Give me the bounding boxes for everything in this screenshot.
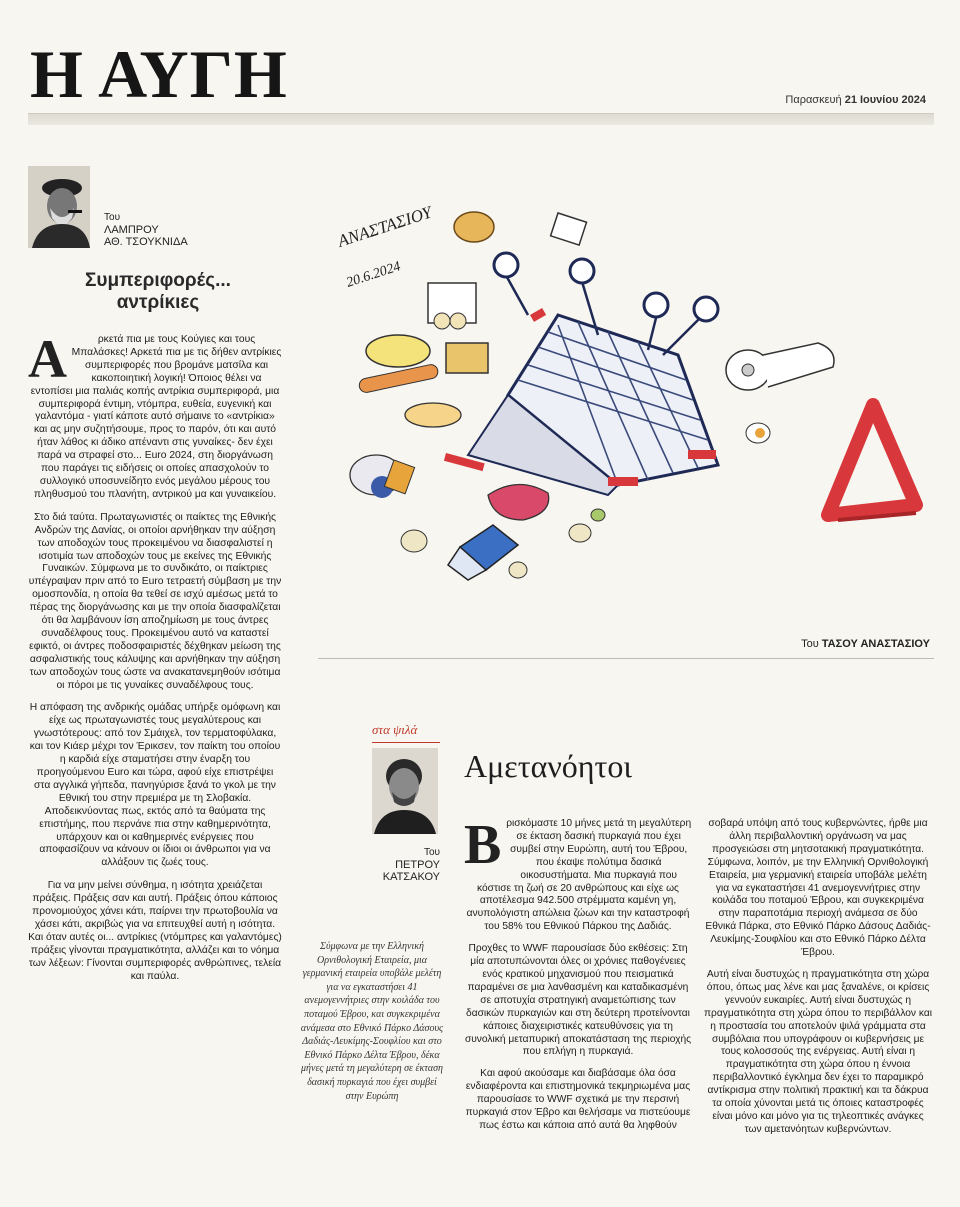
- article-body: [28, 334, 282, 1194]
- article-body: [464, 818, 692, 1194]
- shopping-cart-icon: [444, 253, 718, 495]
- author-byline: Του ΠΕΤΡΟΥ ΚΑΤΣΑΚΟΥ: [382, 847, 440, 883]
- article-paragraph: Στο διά ταύτα. Πρωταγωνιστές οι παίκτες της Εθνικής Ανδρών της Δανίας, οι οποίοι αρνήθηκαν την αύξηση των αποδοχών τους προκειμένου να διασφαλιστεί η ισοτιμία των αποδοχών τους με εκείνες της Εθνικής Γυναικών. Σύμφωνα με το συνδικάτο, οι παίκτριες υπέγραψαν πριν από το Euro τετραετή σύμβαση με την ομοσπονδία, η οποία θα τεθεί σε ισχύ αμέσως μετά το πέρας της διοργάνωσης και με την οποία διασφαλίζεται ότι θα λαμβάνουν ίση αποζημίωση με τους άντρες συναδέλφους τους. Προκειμένου αυτό να καταστεί εφικτό, οι άντρες ποδοσφαιριστές δέχθηκαν μείωση της ασφαλιστικής τους κάλυψης και αρνήθηκαν την αύξηση των αποδοχών τους ώστε να ανακατανεμηθούν ισότιμα οι πόροι με τις γυναίκες συναδέλφους τους.: [28, 511, 282, 691]
- column-kicker: στα ψιλά: [372, 722, 418, 737]
- warning-triangle-icon: [828, 405, 916, 520]
- masthead: Η ΑΥΓΗ: [30, 36, 288, 112]
- paper-roll-icon: [726, 343, 834, 390]
- article-paragraph: Και αφού ακούσαμε και διαβάσαμε όλα όσα ενδιαφέροντα και επιστημονικά τεκμηριωμένα μας παρουσίασε το WWF σχετικά με την περσινή πυρκαγιά στον Έβρο και θελήσαμε να πιστεύουμε πως έστω και κάποια από αυτά θα ληφθούν: [465, 1068, 691, 1131]
- drop-cap: Β: [464, 818, 502, 876]
- article-paragraph: Αυτή είναι δυστυχώς η πραγματικότητα στη χώρα όπου, όπως μας λένε και μας ξαναλένε, οι κρίσεις γεννούν ευκαιρίες. Αυτή είναι δυστυχώς η πραγματικότητα στη χώρα όπου το περιβάλλον και η προστασία του αποτελούν ψιλά γράμματα στα συμβόλαια που υπογράφουν οι κυβερνήσεις με τους κολοσσούς της ενέργειας. Αυτή είναι η πραγματικότητα στη χώρα όπου η έννοια περιβαλλοντικό έγκλημα δεν έχει το παραμικρό αντίκρισμα στην πολιτική πρακτική και τα δάκρυα τα οποία χύνονται μετά τις όποιες καταστροφές είναι μόνο και μόνο για τις τηλεοπτικές ανάγκες των αμετανόητων κυβερνώντων.: [704, 968, 932, 1135]
- pull-quote: Σύμφωνα με την Ελληνική Ορνιθολογική Εταιρεία, μια γερμανική εταιρεία υποβάλε μελέτη για να εγκαταστήσει 41 ανεμογεννήτριες στην κοιλάδα του ποταμού Έβρου, και συγκεκριμένα ανάμεσα στο Εθνικό Πάρκο Δάσους Δαδιάς-Λευκίμης-Σουφλίου και στο Εθνικό Πάρκο Δέλτα Έβρου, δέκα μήνες μετά τη μεγαλύτερη σε έκταση δασική πυρκαγιά που έχει συμβεί στην Ευρώπη: [300, 941, 444, 1102]
- article-paragraph: Α ρκετά πια με τους Κούγιες και τους Μπαλάσκες! Αρκετά πια με τις δήθεν αντρίκιες συμπεριφορές που βρομάνε ματσίλα και κακοποιητική λογική! Όποιος θέλει να εντοπίσει μια παλιάς κοπής αντρίκια συμπεριφορά, μια συμπεριφορά έντιμη, ντόμπρα, ευθεία, ευγενική και γαλαντόμα - γιατί κάποτε αυτό σήμαινε το «αντρίκια» και ας μην συζητήσουμε, προς το παρόν, ότι και αυτό ήταν λάθος κι άδικο απέναντι στις γυναίκες- δεν έχει παρά να στραφεί στο... Euro 2024, στη διοργάνωση που παράγει τις ειδήσεις οι οποίες απασχολούν το συλλογικό υποσυνείδητο ενός μεγάλου μέρους του πληθυσμού του πλανήτη, αντρικού μα και γυναικείου.: [28, 334, 282, 500]
- section-divider: [318, 658, 934, 659]
- cartoon-signature-date: 20.6.2024: [344, 259, 403, 291]
- author-photo: [372, 748, 438, 834]
- article-paragraph: σοβαρά υπόψη από τους κυβερνώντες, ήρθε μια άλλη περιβαλλοντική οργάνωση να μας προσγειώσει στη μητσοτακική πραγματικότητα. Σύμφωνα, λοιπόν, με την Ελληνική Ορνιθολογική Εταιρεία, μια γερμανική εταιρεία υποβάλε μελέτη για να εγκαταστήσει 41 ανεμογεννήτριες στην κοιλάδα του ποταμού Έβρου, και συγκεκριμένα στην παραποτάμια περιοχή ανάμεσα σε δύο Εθνικά Πάρκα, στο Εθνικό Πάρκο Δάσους Δαδιάς-Λευκίμης-Σουφλίου και στο Εθνικό Πάρκο Δέλτα Έβρου.: [705, 818, 931, 959]
- article-paragraph: Η απόφαση της ανδρικής ομάδας υπήρξε ομόφωνη και είχε ως πρωταγωνιστές τους μεγαλύτερους και γνωστότερους: από τον Σμάιχελ, τον τερματοφύλακα, και τον Κιάερ μέχρι τον Έρικσεν, τον παίκτη του οποίου η καρδιά είχε σταματήσει στην έναρξη του προηγούμενου Euro και τώρα, αφού είχε επιστρέψει στα αγγλικά γήπεδα, πανηγύρισε ξανά το γκολ με την Εθνική του στην πρεμιέρα με τη Σλοβακία. Αποδεικνύοντας πως, εκτός από τα θαύματα της επιστήμης, που περνάνε πια στην καθημερινότητα, υπάρχουν και οι καθημερινές ενέργειες που αποφασίζουν να κάνουν οι ίδιοι οι άνθρωποι για να αλλάξουν τις ζωές τους.: [29, 702, 281, 869]
- author-photo: [28, 166, 90, 248]
- article-title: Αμετανόητοι: [464, 748, 632, 784]
- article-body-continued: [704, 818, 932, 1194]
- article-paragraph: Για να μην μείνει σύνθημα, η ισότητα χρειάζεται πράξεις. Πράξεις σαν και αυτή. Πράξεις όπου κάποιος προνομιούχος χάνει κάτι, παίρνει την πρωτοβουλία να χάσει κάτι, ακριβώς για να επιτευχθεί αυτή η ισότητα. Και όταν αυτές οι... αντρίκιες (ντόμπρες και γαλαντόμες) πράξεις γίνονται πραγματικότητα, αλλάζει και το νόημα των λέξεων: Γίνονται συμπεριφορές ανθρώπινες, τελεία και παύλα.: [28, 880, 282, 982]
- header-rule: [28, 113, 934, 125]
- cartoon-signature: ΑΝΑΣΤΑΣΙΟΥ: [335, 202, 435, 251]
- cartoon-credit: Του ΤΑΣΟΥ ΑΝΑΣΤΑΣΙΟΥ: [801, 638, 930, 650]
- kicker-rule: [372, 742, 440, 743]
- drop-cap: Α: [28, 334, 67, 389]
- issue-date: Παρασκευή 21 Ιουνίου 2024: [785, 94, 926, 106]
- editorial-cartoon: [318, 175, 930, 615]
- article-title: Συμπεριφορές... αντρίκιες: [85, 270, 231, 313]
- article-paragraph: Προχθες το WWF παρουσίασε δύο εκθέσεις: Στη μία αποτυπώνονται όλες οι χρόνιες παθογένειες ενός κρατικού μηχανισμού που πεισματικά παραμένει σε μια λανθασμένη και καταδικασμένη σε αποτυχία στρατηγική αναμετώπισης των δασικών πυρκαγιών και στη δεύτερη προτείνονται κάποιες διαχειριστικές κατευθύνσεις για τη συνολική μεταπυρική αποκατάσταση της περιοχής που επλήγη η πυρκαγιά.: [464, 943, 692, 1058]
- article-paragraph: Βρισκόμαστε 10 μήνες μετά τη μεγαλύτερη σε έκταση δασική πυρκαγιά που έχει συμβεί στην Ευρώπη, αυτή του Έβρου, που έκαψε πολύτιμα δασικά οικοσυστήματα. Μια πυρκαγιά που κόστισε τη ζωή σε 20 ανθρώπους και είχε ως αποτέλεσμα 942.500 στρέμματα καμένη γη, ανυπολόγιστη απώλεια ζώων και την καταστροφή του 58% του Εθνικού Πάρκου της Δαδιάς.: [464, 818, 692, 933]
- author-byline: Του ΛΑΜΠΡΟΥ ΑΘ. ΤΣΟΥΚΝΙΔΑ: [104, 212, 188, 248]
- cartoon-drawing: [318, 175, 930, 615]
